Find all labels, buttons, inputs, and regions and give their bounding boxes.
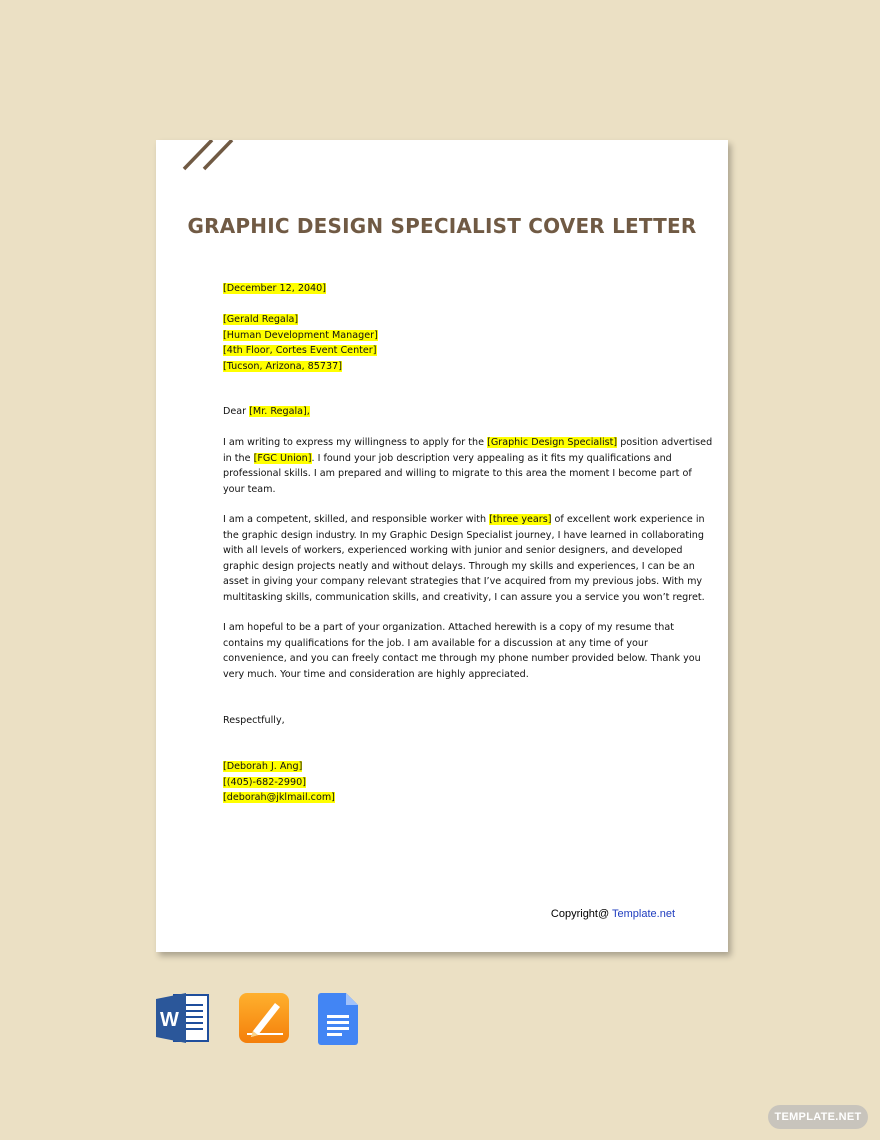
sender-phone: [(405)-682-2990] bbox=[223, 776, 306, 788]
p2-text: with all levels of workers, experienced working with junior and senior designers, and developed bbox=[223, 545, 683, 556]
recipient-address-line2: [Tucson, Arizona, 85737] bbox=[223, 360, 342, 372]
p2-text: asset in giving your company relevant strategies that I’ve acquired from my previous jobs. With my bbox=[223, 576, 703, 587]
template-net-badge[interactable]: TEMPLATE.NET bbox=[768, 1105, 868, 1129]
p1-text: . I found your job description very appealing as it fits my qualifications and bbox=[311, 452, 672, 464]
experience-placeholder: [three years] bbox=[489, 514, 552, 525]
p3-text: convenience, and you can freely contact me through my phone number provided below. Thank you bbox=[223, 653, 701, 664]
paragraph-2 bbox=[223, 512, 705, 605]
p3-text: contains my qualifications for the job. I am available for a discussion at any time of your bbox=[223, 637, 648, 649]
google-docs-icon[interactable] bbox=[318, 993, 360, 1045]
salutation bbox=[223, 404, 683, 420]
p2-text: multitasking skills, communication skills, and creativity, I can assure you a service you won’t regret. bbox=[223, 591, 705, 603]
copyright-link[interactable]: Template.net bbox=[612, 908, 675, 920]
word-icon[interactable] bbox=[156, 993, 210, 1043]
date: [December 12, 2040] bbox=[223, 283, 327, 294]
p2-text: I am a competent, skilled, and responsible worker with bbox=[223, 514, 490, 525]
copyright-prefix: Copyright@ bbox=[550, 908, 613, 920]
decorative-slash-icon bbox=[182, 140, 242, 172]
company-placeholder: [FGC Union] bbox=[253, 452, 312, 464]
recipient-position: [Human Development Manager] bbox=[223, 329, 378, 341]
pages-icon[interactable] bbox=[239, 993, 291, 1043]
p1-text: I am writing to express my willingness to apply for the bbox=[223, 437, 488, 448]
p2-text: of excellent work experience in bbox=[551, 514, 705, 525]
recipient-address-line1: [4th Floor, Cortes Event Center] bbox=[223, 345, 377, 356]
closing-text: Respectfully, bbox=[223, 715, 285, 726]
p1-text: professional skills. I am prepared and willing to migrate to this area the moment I become part of bbox=[223, 468, 692, 479]
p1-text: position advertised bbox=[617, 437, 713, 448]
sender-block bbox=[223, 759, 683, 806]
page-title: GRAPHIC DESIGN SPECIALIST COVER LETTER bbox=[187, 214, 697, 238]
p1-text: in the bbox=[223, 452, 254, 464]
job-title-placeholder: [Graphic Design Specialist] bbox=[487, 437, 618, 448]
paragraph-3 bbox=[223, 620, 701, 682]
sender-name: [Deborah J. Ang] bbox=[223, 761, 303, 772]
paragraph-1 bbox=[223, 435, 713, 497]
salutation-name: [Mr. Regala], bbox=[249, 406, 310, 417]
closing bbox=[223, 713, 683, 729]
sender-email: [deborah@jklmail.com] bbox=[223, 792, 335, 803]
p3-text: I am hopeful to be a part of your organization. Attached herewith is a copy of my resume that bbox=[223, 622, 674, 633]
date-block bbox=[223, 281, 683, 297]
copyright-notice bbox=[551, 908, 675, 920]
p1-text: your team. bbox=[223, 483, 276, 495]
svg-text:W: W bbox=[160, 1009, 179, 1031]
recipient-block bbox=[223, 312, 683, 374]
letter-page bbox=[156, 140, 728, 952]
recipient-name: [Gerald Regala] bbox=[223, 314, 299, 325]
p2-text: the graphic design industry. In my Graphic Design Specialist journey, I have learned in collaborating bbox=[223, 529, 704, 541]
p2-text: graphic design projects neatly and without delays. Through my skills and experiences, I can be an bbox=[223, 560, 695, 572]
salutation-prefix: Dear bbox=[223, 406, 250, 417]
p3-text: very much. Your time and consideration are highly appreciated. bbox=[223, 668, 529, 680]
